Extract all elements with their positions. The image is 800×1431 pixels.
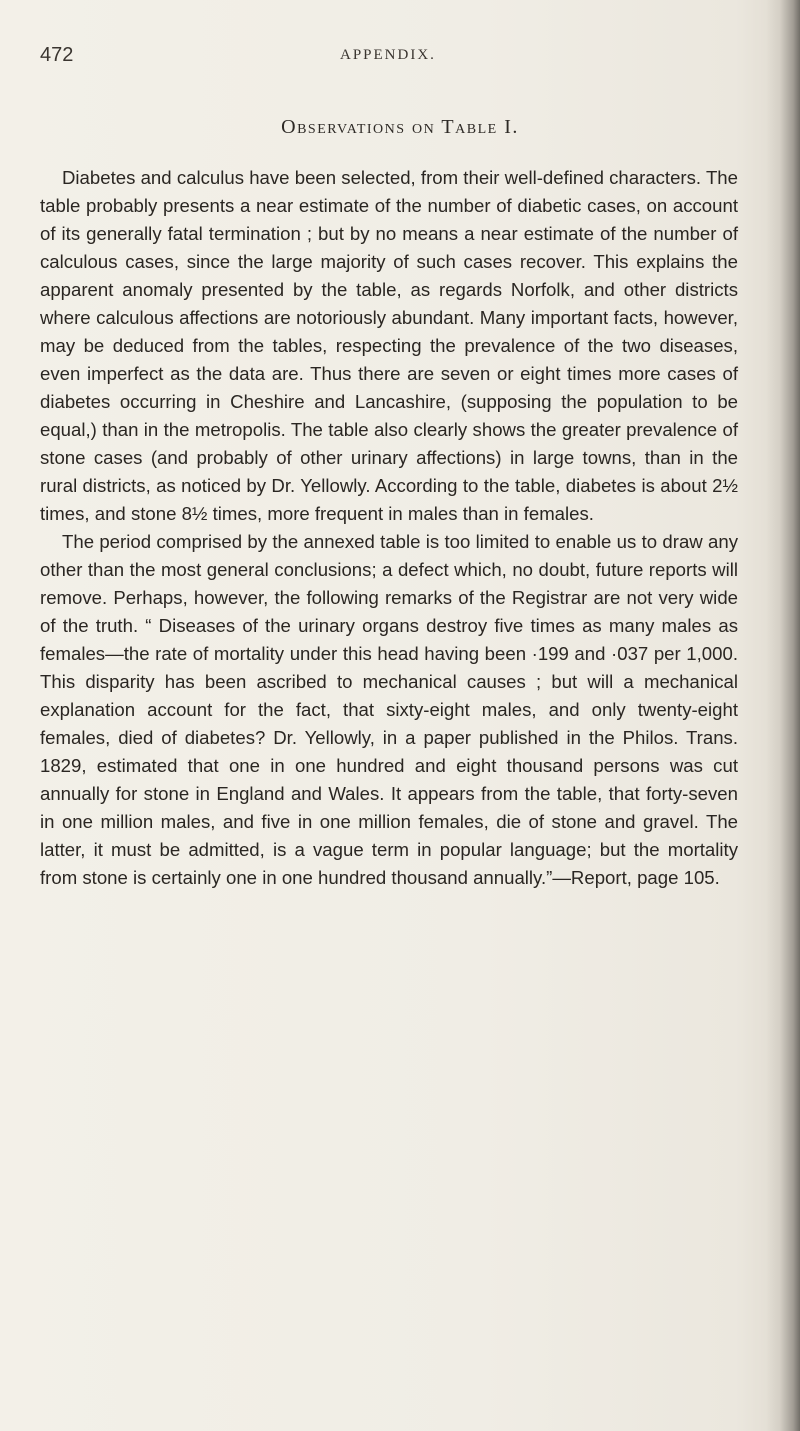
paragraph-2: The period comprised by the annexed table is too limited to enable us to draw any other than the most general conclusions; a defect which, no doubt, future reports will remove. Perhaps, however, the following remarks of the Registrar are not very wide of the truth. “ Diseases of the urinary organs destroy five times as many males as females—the rate of mortality under this head having been ·199 and ·037 per 1,000. This disparity has been ascribed to mechanical causes ; but will a mechanical explanation account for the fact, that sixty-eight males, and only twenty-eight females, died of diabetes? Dr. Yellowly, in a paper published in the Philos. Trans. 1829, estimated that one in one hundred and eight thousand persons was cut annually for stone in England and Wales. It appears from the table, that forty-seven in one million males, and five in one million females, die of stone and gravel. The latter, it must be admitted, is a vague term in popular language; but the mortality from stone is certainly one in one hundred thousand annually.”—Report, page 105. [40,531,738,888]
paragraph-1: Diabetes and calculus have been selected, from their well-defined characters. The table probably presents a near estimate of the number of diabetic cases, on account of its generally fatal termination ; but by no means a near estimate of the number of calculous cases, since the large majority of such cases recover. This explains the apparent anomaly presented by the table, as regards Norfolk, and other districts where calculous affections are notoriously abundant. Many important facts, however, may be deduced from the tables, respecting the prevalence of the two diseases, even imperfect as the data are. Thus there are seven or eight times more cases of diabetes occurring in Cheshire and Lancashire, (supposing the population to be equal,) than in the metropolis. The table also clearly shows the greater prevalence of stone cases (and probably of other urinary affections) in large towns, than in the rural districts, as noticed by Dr. Yellowly. According to the table, diabetes is about 2½ times, and stone 8½ times, more frequent in males than in females. [40,167,738,524]
page-number: 472 [40,44,74,66]
page-header [0,44,800,74]
section-title: Observations on Table I. [281,116,519,138]
body-text [40,164,738,892]
running-head: APPENDIX. [340,47,436,63]
page-edge-shadow [766,0,800,1431]
